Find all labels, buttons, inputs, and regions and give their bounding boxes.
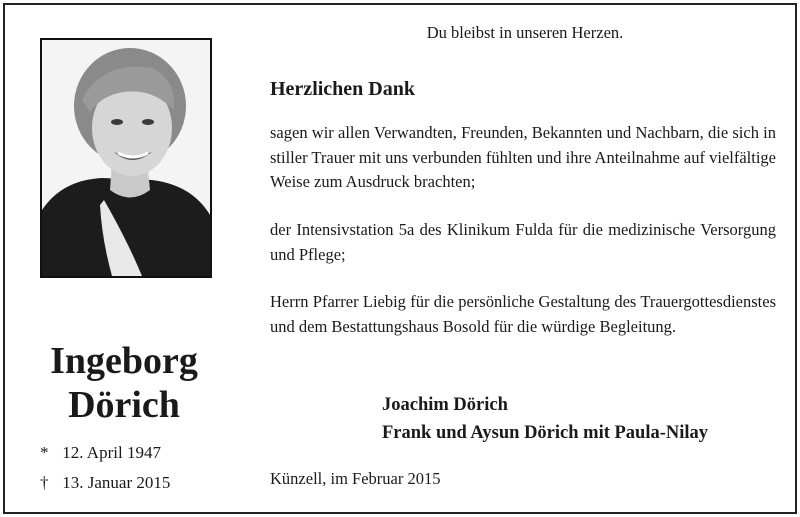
signature-1: Joachim Dörich bbox=[382, 395, 508, 415]
death-date: 13. Januar 2015 bbox=[62, 473, 171, 492]
birth-symbol: * bbox=[40, 443, 49, 462]
death-date-line bbox=[40, 473, 170, 493]
thanks-paragraph-3: Herrn Pfarrer Liebig für die persönliche Gestaltung des Trauergottesdienstes und dem Bestattungshaus Bosold für die würdige Begleitung. bbox=[270, 292, 776, 336]
place-date: Künzell, im Februar 2015 bbox=[270, 469, 441, 488]
deceased-last-name: Dörich bbox=[68, 384, 180, 426]
thanks-heading: Herzlichen Dank bbox=[270, 78, 415, 100]
thanks-paragraph-2: der Intensivstation 5a des Klinikum Fulda für die medizinische Versorgung und Pflege; bbox=[270, 220, 776, 264]
motto: Du bleibst in unseren Herzen. bbox=[426, 23, 624, 42]
birth-date: 12. April 1947 bbox=[62, 443, 161, 462]
signature-2: Frank und Aysun Dörich mit Paula-Nilay bbox=[382, 423, 709, 443]
birth-date-line bbox=[40, 443, 161, 463]
portrait-photo bbox=[40, 38, 212, 278]
thanks-paragraph-1: sagen wir allen Verwandten, Freunden, Bekannten und Nachbarn, die sich in stiller Trauer mit uns verbunden fühlten und ihre Anteilnahme auf vielfältige Weise zum Ausdruck brachten; bbox=[270, 123, 776, 191]
deceased-first-name: Ingeborg bbox=[50, 340, 198, 382]
death-symbol: † bbox=[40, 473, 49, 492]
